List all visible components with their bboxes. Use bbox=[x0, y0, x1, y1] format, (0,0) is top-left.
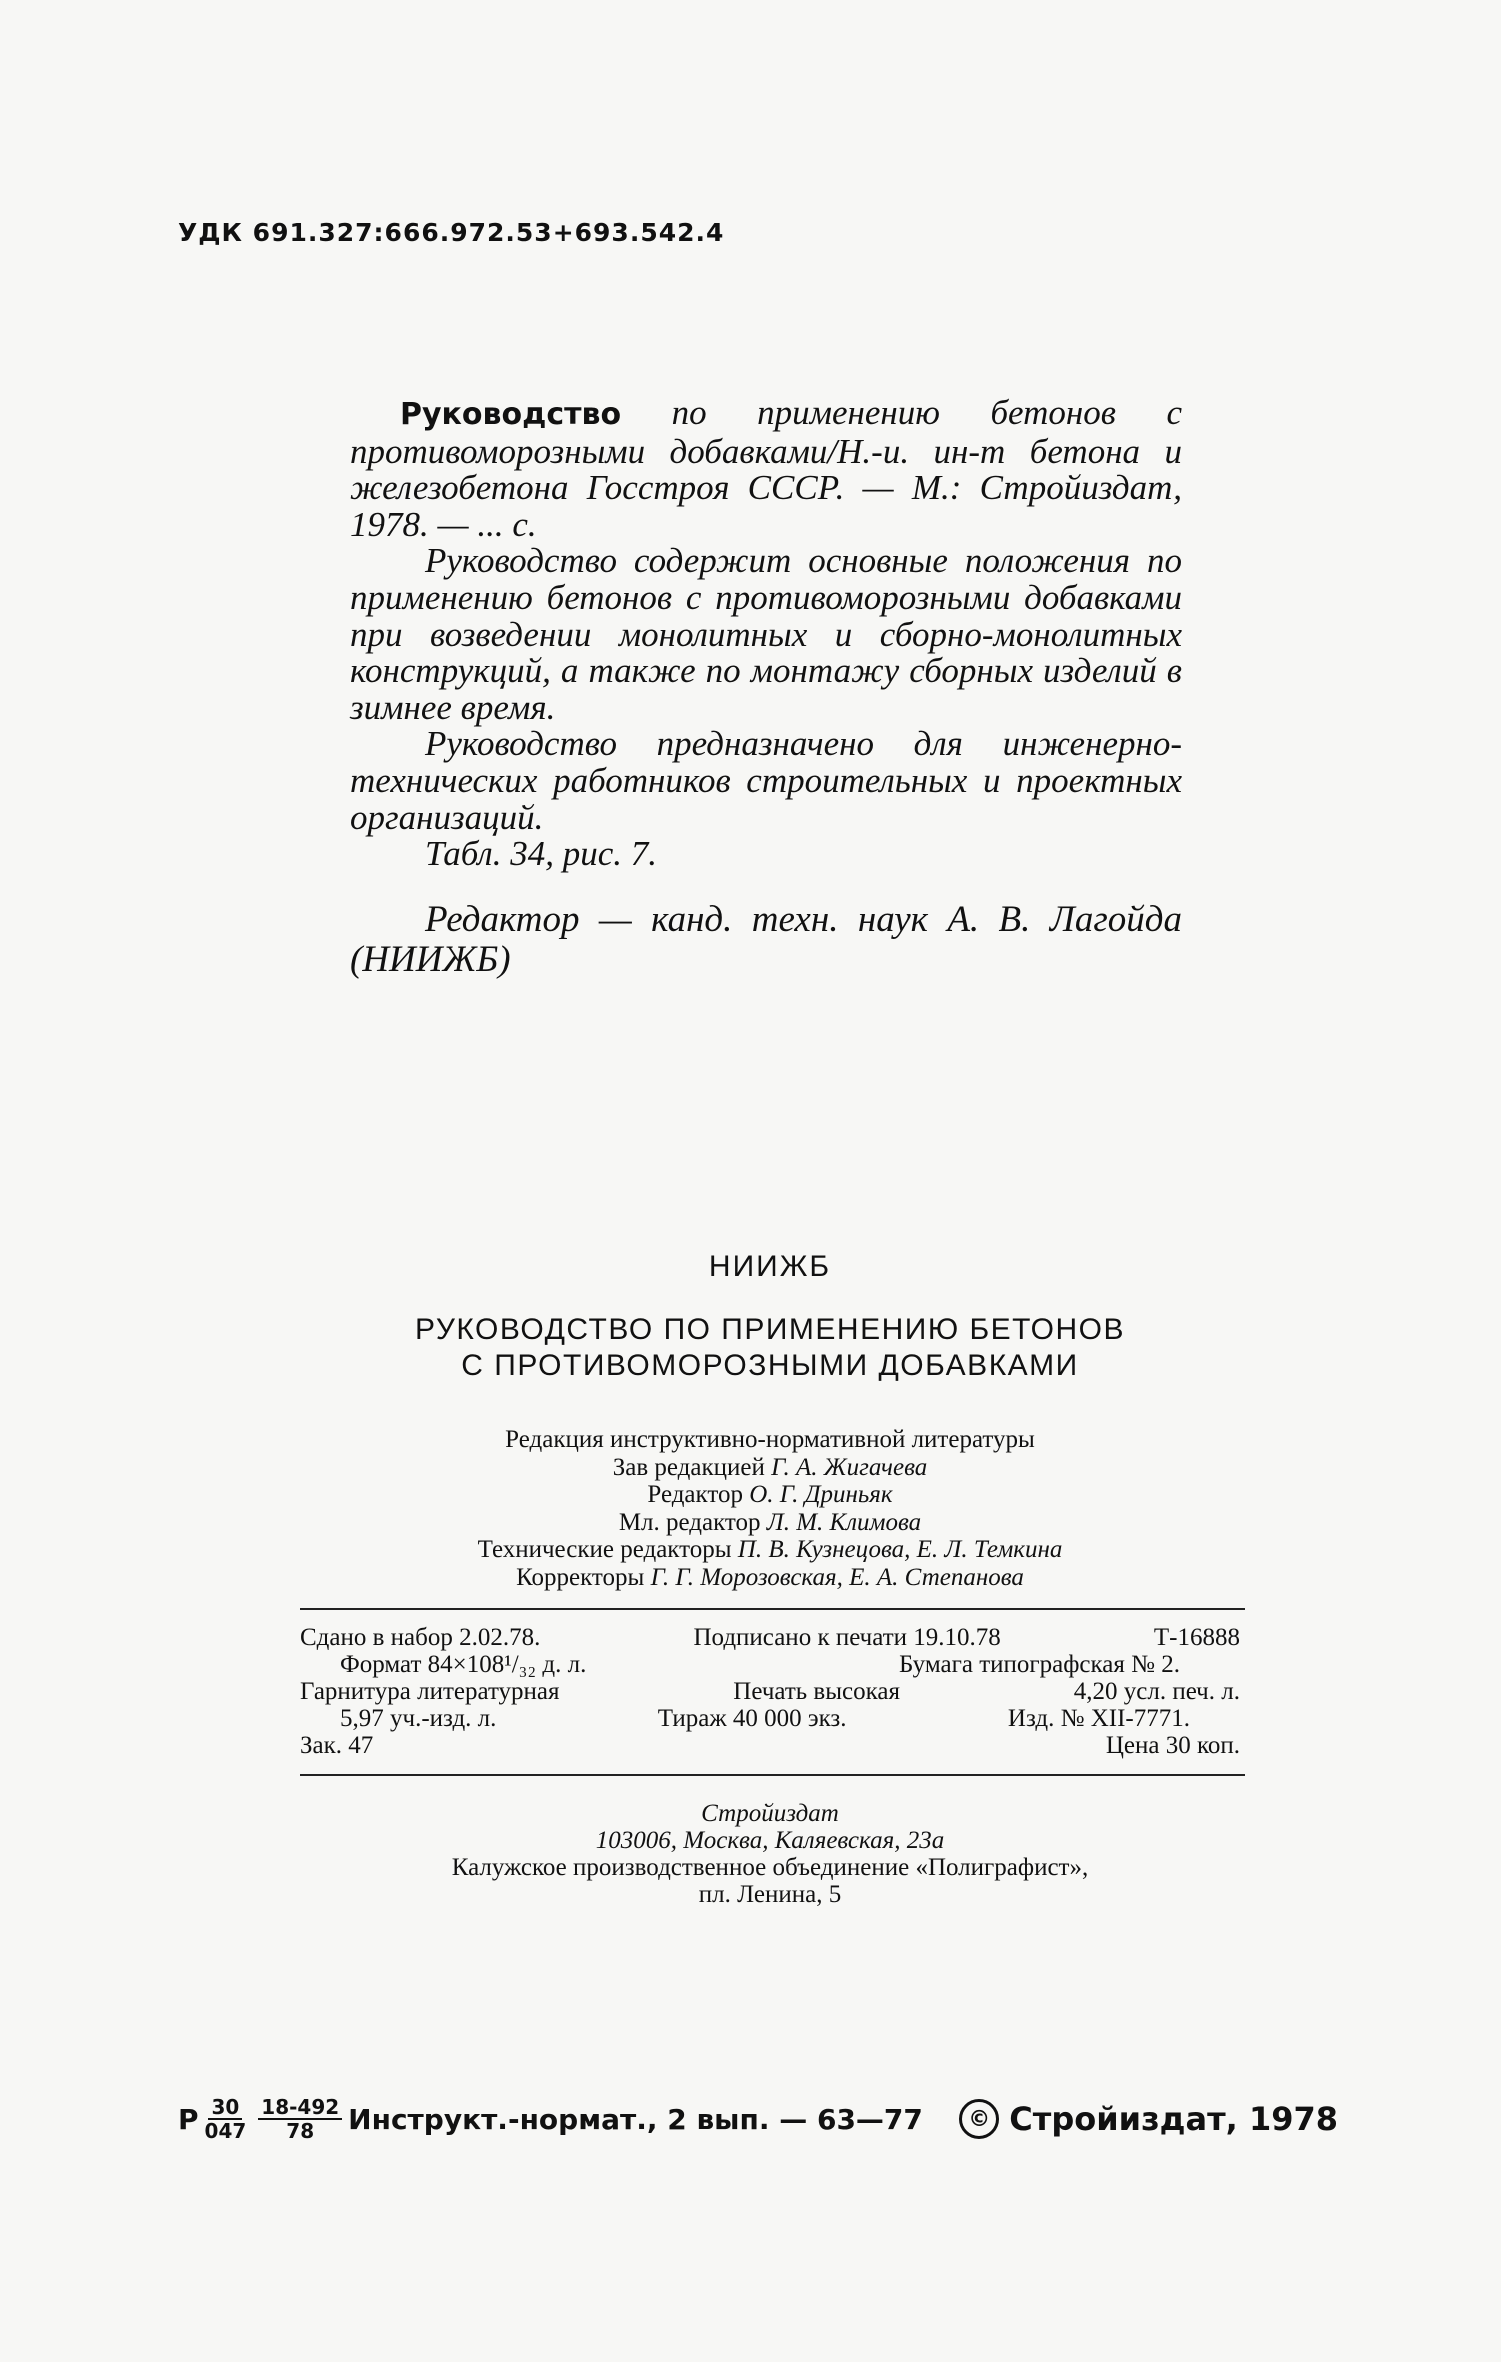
abstract-lead: Руководство bbox=[400, 397, 622, 432]
credit-line: Зав редакцией Г. А. Жигачева bbox=[612, 1453, 928, 1481]
divider bbox=[300, 1608, 1245, 1610]
footer-text: Инструкт.-нормат., 2 вып. — 63—77 bbox=[348, 2102, 923, 2136]
publisher-address bbox=[300, 1800, 1240, 1908]
copyright: © Стройиздат, 1978 bbox=[959, 2099, 1338, 2139]
abstract-audience: Руководство предназначено для инженерно-технических работников строительных и проектных организаций. bbox=[350, 724, 1182, 837]
imprint bbox=[300, 1624, 1240, 1759]
credit-line: Редакция инструктивно-нормативной литературы bbox=[505, 1426, 1035, 1453]
credit-line: Технические редакторы П. В. Кузнецова, Е. Л. Темкина bbox=[477, 1536, 1063, 1563]
credits bbox=[300, 1426, 1240, 1591]
abstract bbox=[350, 395, 1182, 873]
book-title: РУКОВОДСТВО ПО ПРИМЕНЕНИЮ БЕТОНОВ С ПРОТИВОМОРОЗНЫМИ ДОБАВКАМИ bbox=[415, 1313, 1125, 1382]
publisher-street: 103006, Москва, Каляевская, 23а bbox=[595, 1827, 945, 1854]
publisher-name: Стройиздат bbox=[701, 1800, 839, 1827]
footer-prefix: Р bbox=[178, 2102, 199, 2136]
editor-affiliation: (НИИЖБ) bbox=[350, 939, 511, 980]
divider bbox=[300, 1774, 1245, 1776]
imprint-row: Зак. 47 Цена 30 коп. bbox=[300, 1732, 1240, 1759]
footer-fraction: $\frac{30}{047}$ bbox=[204, 2095, 247, 2143]
abstract-tables: Табл. 34, рис. 7. bbox=[425, 834, 657, 874]
editor-line: Редактор — канд. техн. наук А. В. Лагойда bbox=[425, 899, 1182, 940]
printer-address: пл. Ленина, 5 bbox=[698, 1881, 842, 1908]
imprint-row: Сдано в набор 2.02.78. Подписано к печати 19.10.78 Т-16888 bbox=[300, 1624, 1240, 1651]
credit-line: Редактор О. Г. Дриньяк bbox=[647, 1481, 893, 1508]
organization: НИИЖБ bbox=[708, 1250, 832, 1283]
abstract-content: Руководство содержит основные положения по применению бетонов с противоморозными добавками при возведении монолитных и сборно-монолитных конструкций, а также по монтажу сборных изделий в зимнее время. bbox=[350, 541, 1182, 727]
footer bbox=[178, 2096, 1338, 2142]
abstract-citation: Руководство по применению бетонов с противоморозными добавками/Н.-и. ин-т бетона и железобетона Госстроя СССР. — М.: Стройиздат, 1978. — ... с. bbox=[350, 393, 1182, 544]
footer-fraction: $\frac{18-492}{78}$ bbox=[258, 2096, 342, 2142]
copyright-icon: © bbox=[959, 2099, 999, 2139]
imprint-row: 5,97 уч.-изд. л. Тираж 40 000 экз. Изд. № XII-7771. bbox=[340, 1705, 1190, 1732]
printer-name: Калужское производственное объединение «Полиграфист», bbox=[451, 1854, 1089, 1881]
credit-line: Корректоры Г. Г. Морозовская, Е. А. Степанова bbox=[516, 1563, 1024, 1591]
imprint-row: Формат 84×108¹/₃₂ д. л. Бумага типографская № 2. bbox=[340, 1651, 1180, 1678]
scientific-editor bbox=[350, 900, 1182, 980]
credit-line: Мл. редактор Л. М. Климова bbox=[618, 1508, 922, 1536]
imprint-row: Гарнитура литературная Печать высокая 4,20 усл. печ. л. bbox=[300, 1678, 1240, 1705]
udk-code: УДК 691.327:666.972.53+693.542.4 bbox=[178, 218, 725, 247]
